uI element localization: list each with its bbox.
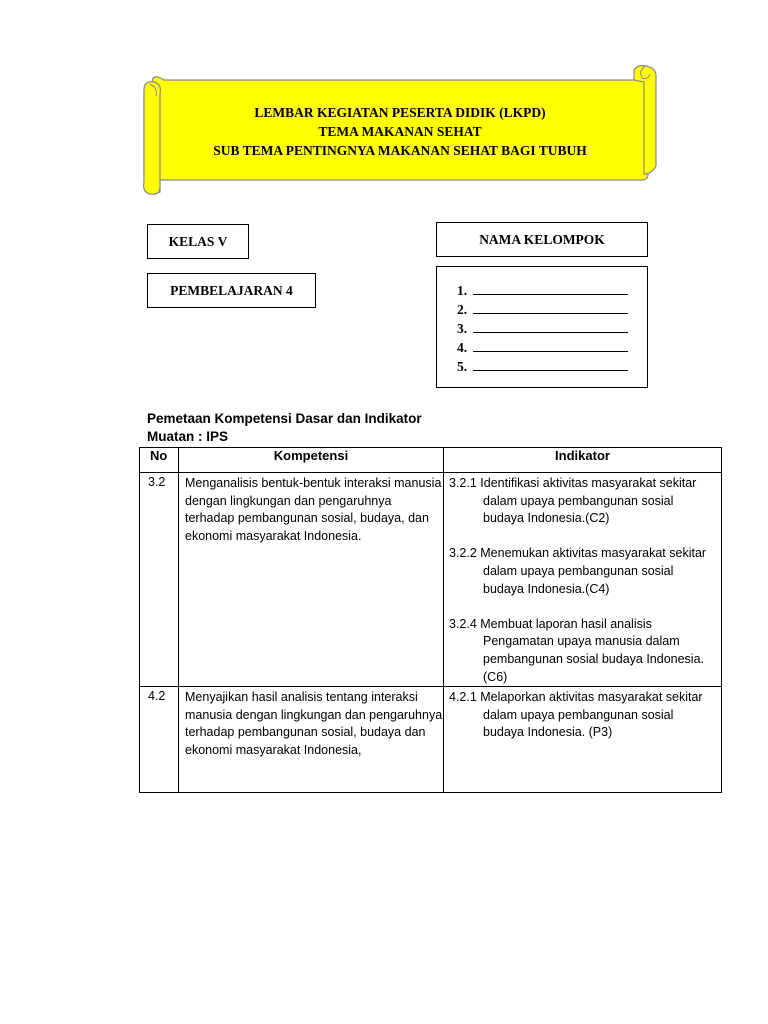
indikator-item: 4.2.1 Melaporkan aktivitas masyarakat sekitar dalam upaya pembangunan sosial budaya Indonesia. (P3) bbox=[449, 690, 703, 740]
cell-no: 3.2 bbox=[140, 473, 179, 687]
kelas-box: KELAS V bbox=[147, 224, 249, 259]
indikator-item: 3.2.1 Identifikasi aktivitas masyarakat sekitar dalam upaya pembangunan sosial budaya Indonesia.(C2) bbox=[449, 476, 697, 526]
table-row bbox=[140, 687, 722, 793]
scroll-left-curl bbox=[144, 82, 161, 195]
pembelajaran-box: PEMBELAJARAN 4 bbox=[147, 273, 316, 308]
muatan-label: Muatan : IPS bbox=[147, 429, 229, 444]
member-blank-line bbox=[473, 359, 628, 371]
cell-indikator bbox=[444, 687, 722, 793]
member-item[interactable]: 2. bbox=[457, 300, 647, 319]
members-box bbox=[436, 266, 648, 388]
cell-indikator bbox=[444, 473, 722, 687]
section-title: Pemetaan Kompetensi Dasar dan Indikator bbox=[147, 411, 422, 426]
banner-line-1: LEMBAR KEGIATAN PESERTA DIDIK (LKPD) bbox=[254, 105, 546, 120]
banner-line-3: SUB TEMA PENTINGNYA MAKANAN SEHAT BAGI TUBUH bbox=[213, 143, 587, 158]
cell-no: 4.2 bbox=[140, 687, 179, 793]
cell-kompetensi: Menganalisis bentuk-bentuk interaksi manusia dengan lingkungan dan pengaruhnya terhadap pembangunan sosial, budaya, dan ekonomi masyarakat Indonesia. bbox=[179, 473, 444, 687]
member-item[interactable]: 1. bbox=[457, 281, 647, 300]
table-header-row bbox=[140, 448, 722, 473]
banner-title bbox=[160, 103, 640, 160]
cell-kompetensi: Menyajikan hasil analisis tentang interaksi manusia dengan lingkungan dan pengaruhnya terhadap pembangunan sosial, budaya dan ekonomi masyarakat Indonesia, bbox=[179, 687, 444, 793]
member-item[interactable]: 5. bbox=[457, 357, 647, 376]
banner-line-2: TEMA MAKANAN SEHAT bbox=[318, 124, 482, 139]
indikator-item: 3.2.4 Membuat laporan hasil analisis Pengamatan upaya manusia dalam pembangunan sosial budaya Indonesia.(C6) bbox=[449, 616, 705, 684]
member-item[interactable]: 3. bbox=[457, 319, 647, 338]
member-blank-line bbox=[473, 321, 628, 333]
table-row bbox=[140, 473, 722, 687]
member-blank-line bbox=[473, 302, 628, 314]
header-no: No bbox=[140, 448, 179, 473]
header-indikator: Indikator bbox=[444, 448, 722, 473]
indikator-item: 3.2.2 Menemukan aktivitas masyarakat sekitar dalam upaya pembangunan sosial budaya Indonesia.(C4) bbox=[449, 546, 707, 596]
kompetensi-table bbox=[139, 447, 722, 793]
member-blank-line bbox=[473, 283, 628, 295]
member-blank-line bbox=[473, 340, 628, 352]
header-kompetensi: Kompetensi bbox=[179, 448, 444, 473]
nama-kelompok-box: NAMA KELOMPOK bbox=[436, 222, 648, 257]
member-list bbox=[437, 267, 647, 376]
member-item[interactable]: 4. bbox=[457, 338, 647, 357]
